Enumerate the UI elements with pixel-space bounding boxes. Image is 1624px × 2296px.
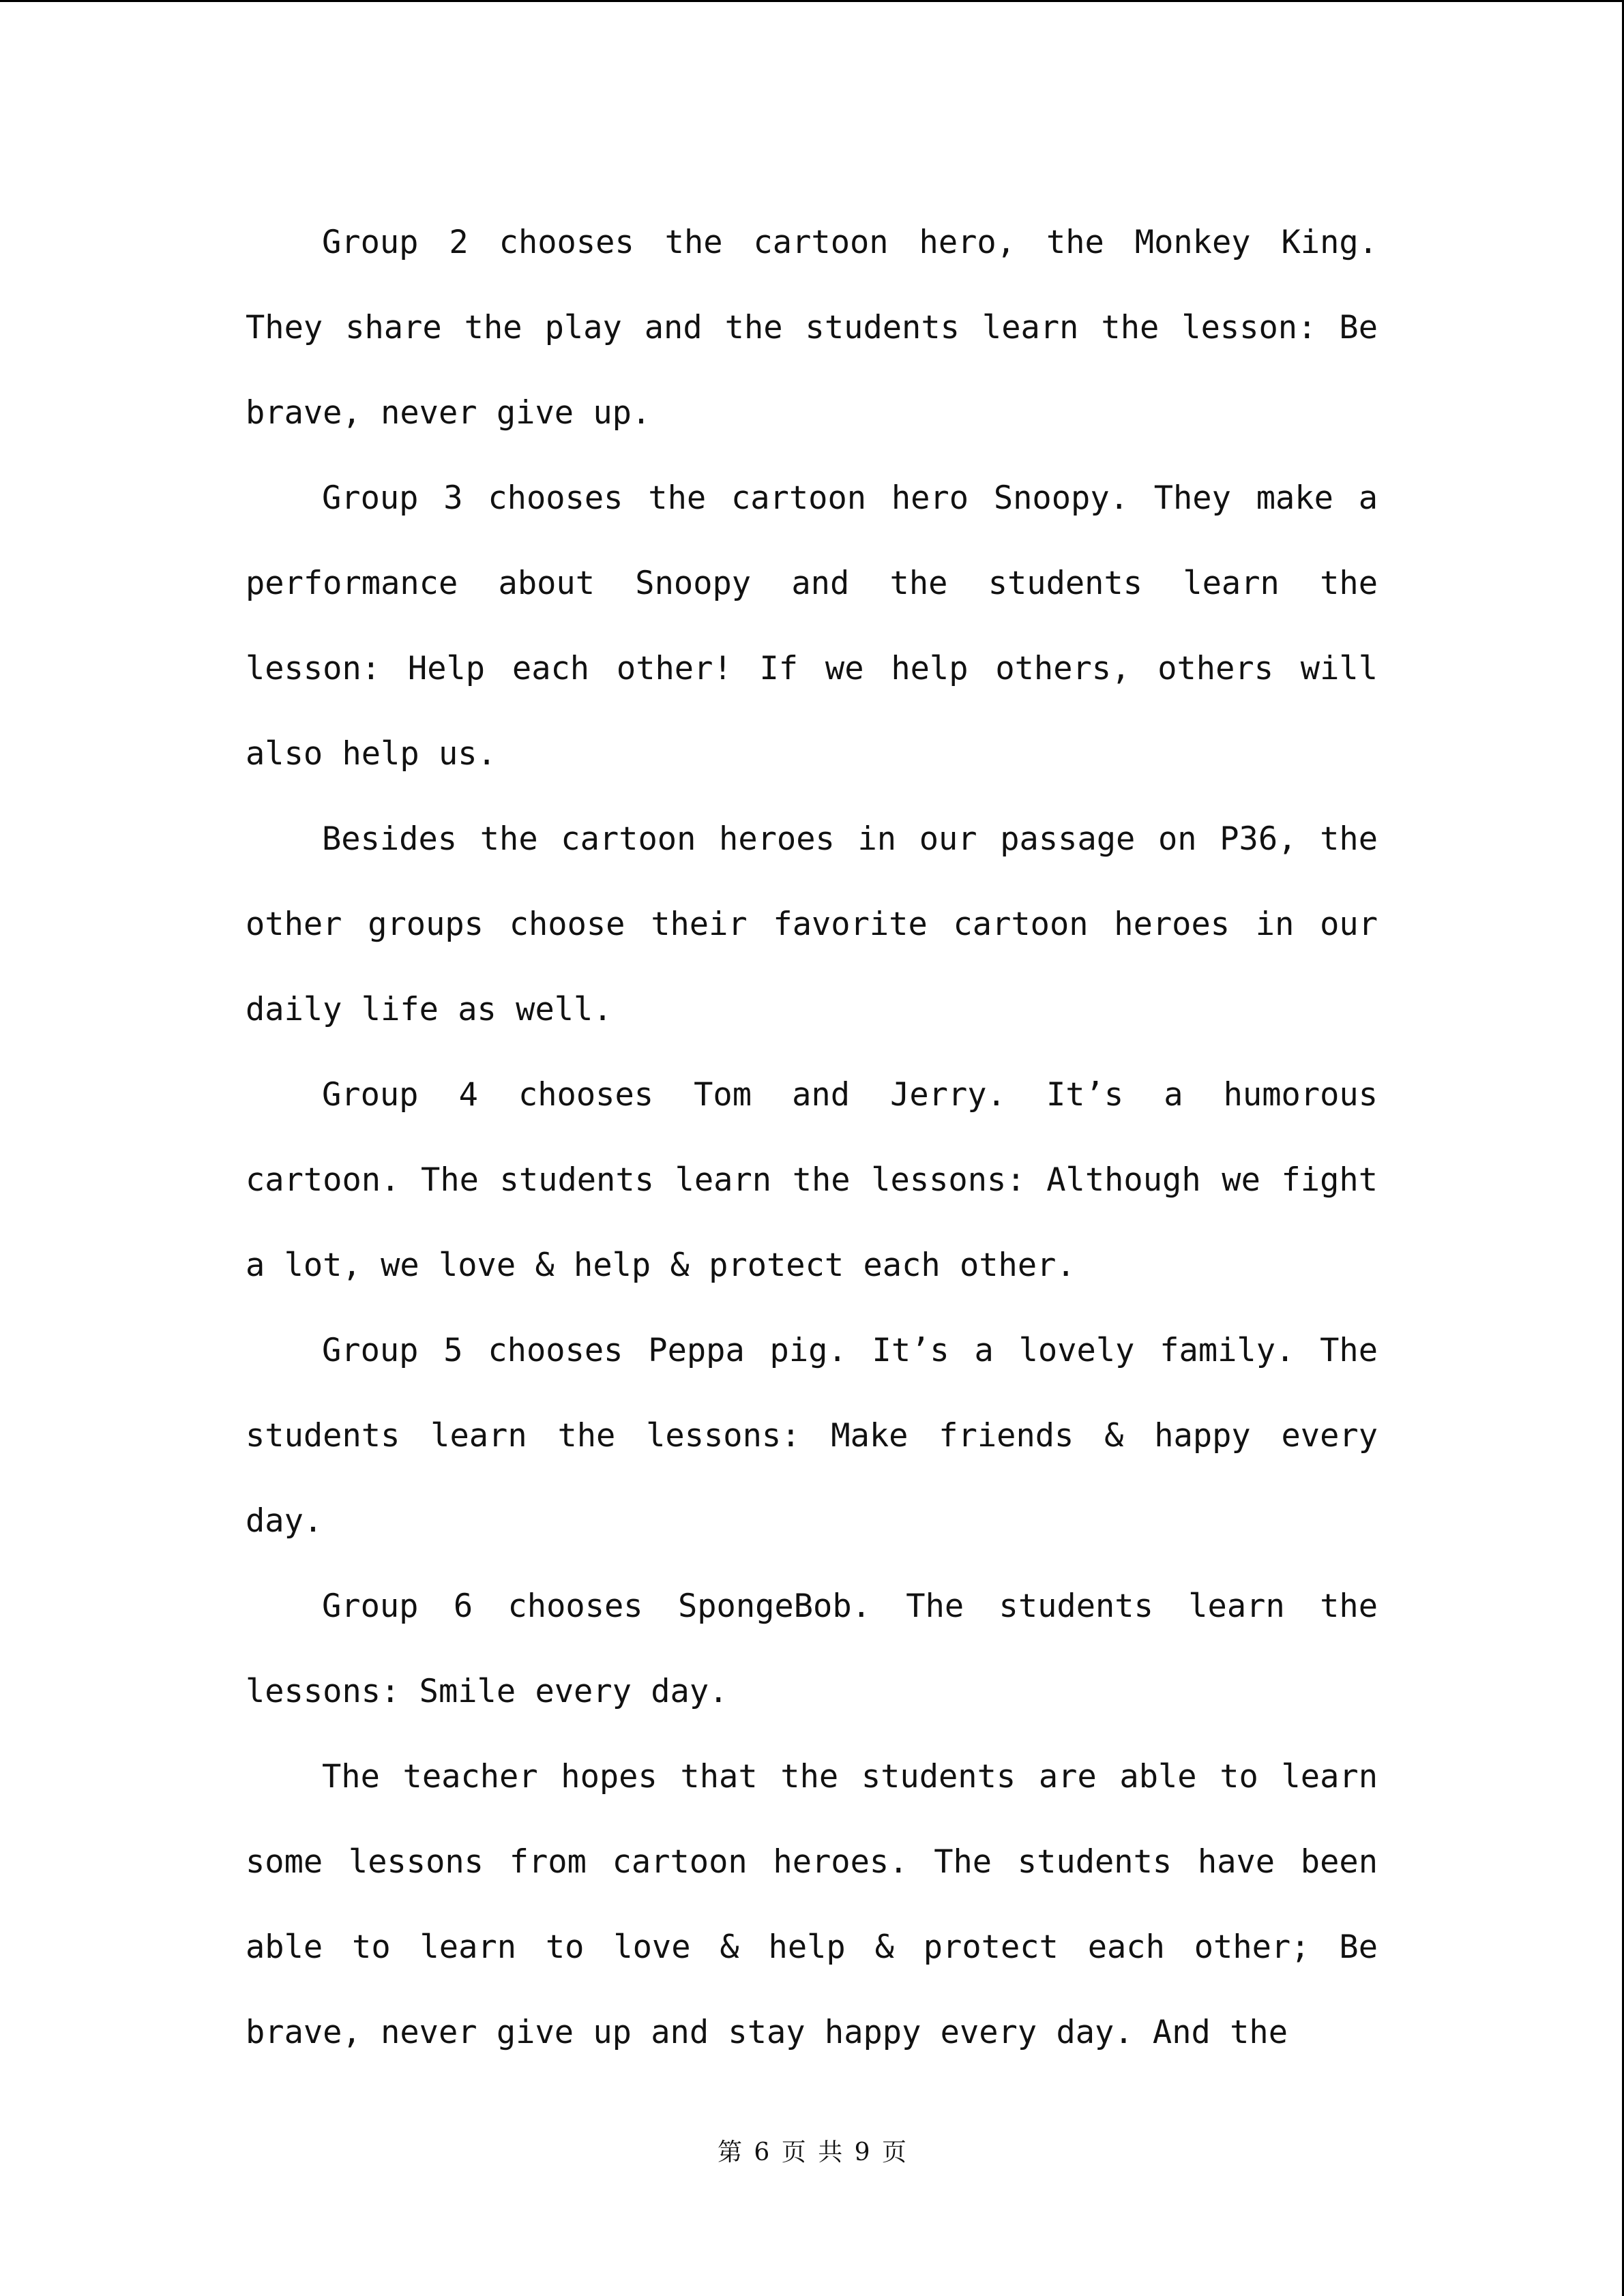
paragraph-group-2: Group 2 chooses the cartoon hero, the Monkey King. They share the play and the students learn the lesson: Be brave, never give up. (246, 224, 1378, 432)
page-number-footer: 第 6 页 共 9 页 (717, 2138, 907, 2166)
paragraph-other-groups: Besides the cartoon heroes in our passage on P36, the other groups choose their favorite cartoon heroes in our daily life as well. (246, 820, 1378, 1028)
paragraph-group-3: Group 3 chooses the cartoon hero Snoopy. They make a performance about Snoopy and the students learn the lesson: Help each other! If we help others, others will also help us. (246, 479, 1378, 773)
paragraph-teacher-hopes: The teacher hopes that the students are able to learn some lessons from cartoon heroes. The students have been able to learn to love & help & protect each other; Be brave, never give up and stay happy every day. And the (246, 1758, 1378, 2051)
paragraph-group-6: Group 6 chooses SpongeBob. The students learn the lessons: Smile every day. (246, 1587, 1378, 1710)
document-body (246, 200, 1378, 2075)
paragraph-group-4: Group 4 chooses Tom and Jerry. It’s a humorous cartoon. The students learn the lessons: Although we fight a lot, we love & help & protect each other. (246, 1076, 1378, 1284)
paragraph-group-5: Group 5 chooses Peppa pig. It’s a lovely family. The students learn the lessons: Make friends & happy every day. (246, 1332, 1378, 1540)
